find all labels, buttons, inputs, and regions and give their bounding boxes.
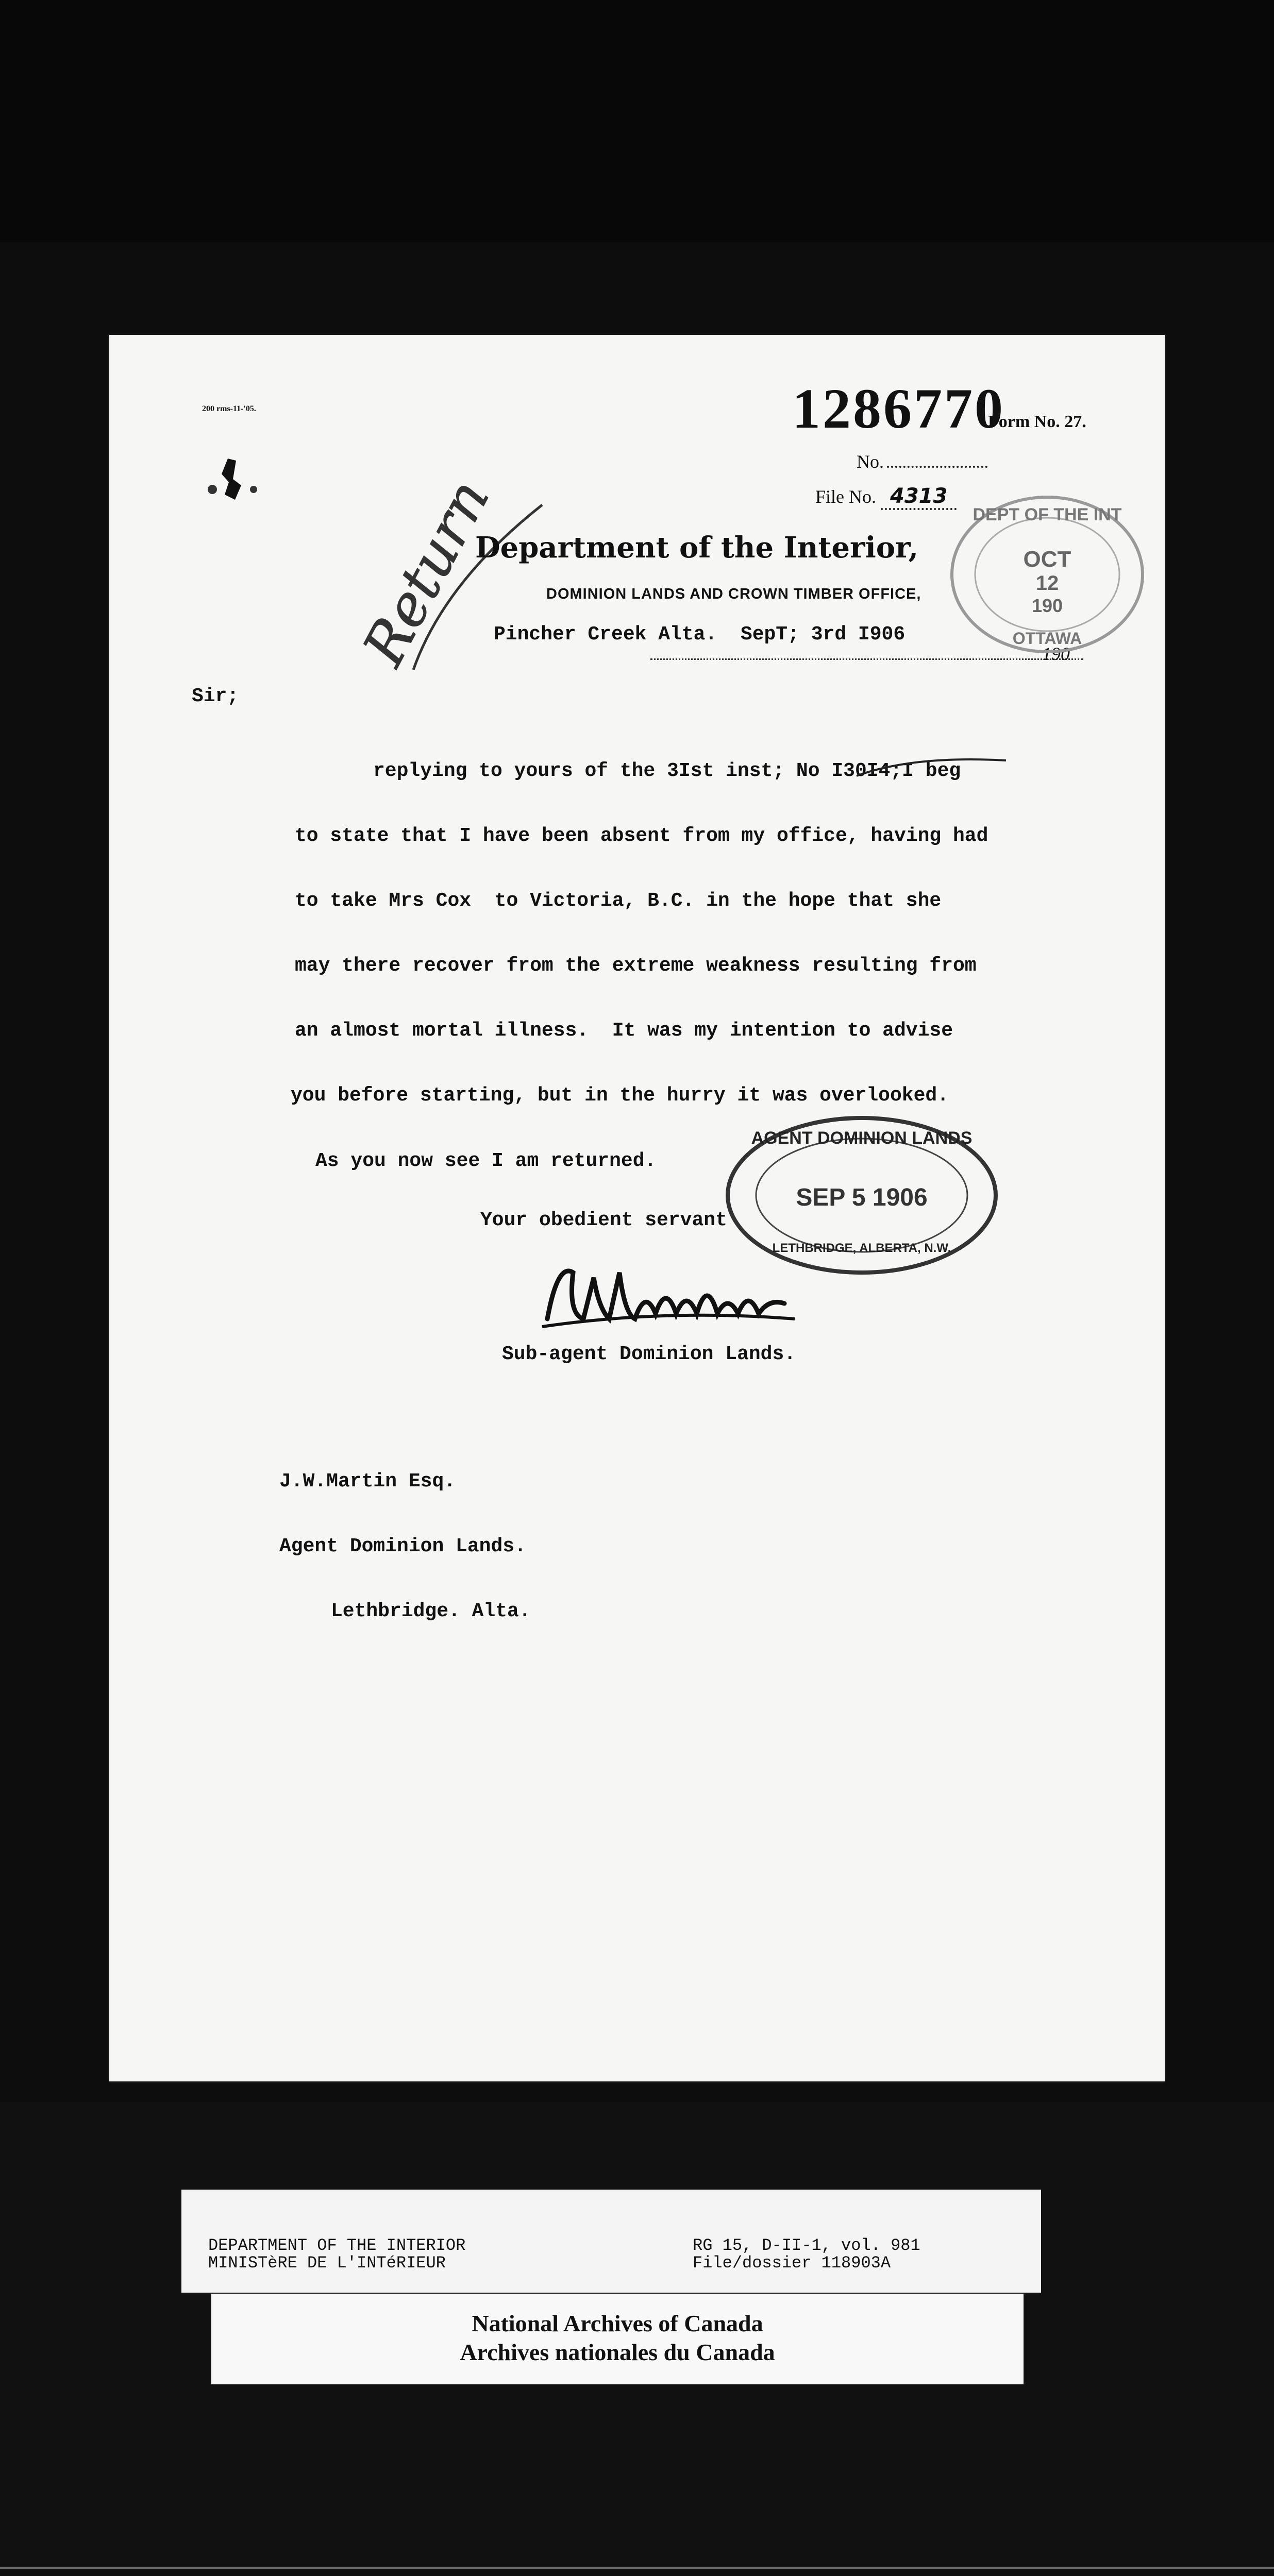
- body-line-7: As you now see I am returned.: [315, 1150, 657, 1172]
- no-field: [857, 451, 987, 472]
- archive-reference-label: [181, 2190, 1041, 2293]
- dept-stamp-year: 190: [1031, 595, 1063, 616]
- letter-page: [109, 335, 1165, 2081]
- archive-dept-fr: MINISTèRE DE L'INTéRIEUR: [208, 2253, 446, 2273]
- file-number-handwritten: 4313: [881, 484, 957, 510]
- place-and-date: [494, 623, 905, 646]
- office-name: DOMINION LANDS AND CROWN TIMBER OFFICE,: [546, 586, 921, 602]
- body-line-4: may there recover from the extreme weakness resulting from: [295, 955, 977, 977]
- scan-background-top: [0, 0, 1274, 242]
- archive-ref-block: [693, 2237, 920, 2272]
- place: Pincher Creek Alta.: [494, 623, 717, 646]
- date: SepT; 3rd I906: [740, 623, 906, 646]
- archive-name-label: [211, 2294, 1024, 2384]
- dept-stamp-top: DEPT OF THE INT: [973, 505, 1122, 524]
- department-title: Department of the Interior,: [475, 531, 919, 565]
- reference-underline-handwritten: [851, 750, 1011, 781]
- department-received-stamp: [944, 489, 1150, 659]
- signature: [537, 1242, 805, 1345]
- return-handwritten-text: Return: [350, 469, 502, 676]
- archive-dept-block: [208, 2237, 465, 2272]
- agent-stamp-top: AGENT DOMINION LANDS: [751, 1128, 973, 1148]
- body-line-2: to state that I have been absent from my office, having had: [295, 825, 988, 847]
- dept-stamp-middle: OCT: [1023, 547, 1071, 572]
- addressee-location: Lethbridge. Alta.: [331, 1600, 531, 1622]
- dept-stamp-day: 12: [1035, 572, 1059, 595]
- salutation: Sir;: [192, 685, 239, 707]
- addressee-name: J.W.Martin Esq.: [279, 1470, 456, 1493]
- dept-stamp-bottom: OTTAWA: [1012, 629, 1082, 648]
- archive-ref: RG 15, D-II-1, vol. 981: [693, 2236, 920, 2255]
- form-label: Form No. 27.: [988, 412, 1086, 431]
- print-code: 200 rms-11-'05.: [202, 404, 256, 413]
- scan-bottom-rule: [0, 2567, 1274, 2569]
- archives-name-en: National Archives of Canada: [472, 2310, 763, 2336]
- addressee-title: Agent Dominion Lands.: [279, 1535, 526, 1557]
- no-blank: [887, 466, 987, 468]
- signer-title: Sub-agent Dominion Lands.: [502, 1343, 796, 1365]
- body-line-1: replying to yours of the 3Ist inst; No I30I4;I beg: [373, 760, 961, 782]
- ink-blot-mark: [192, 438, 274, 520]
- year-suffix: 190: [1042, 643, 1070, 664]
- agent-stamp-bottom: LETHBRIDGE, ALBERTA, N.W.: [772, 1241, 951, 1255]
- file-label: File No.: [815, 486, 877, 507]
- agent-stamp-date: SEP 5 1906: [796, 1184, 928, 1211]
- closing: Your obedient servant: [480, 1209, 727, 1231]
- form-number-stamp: 1286770: [792, 377, 1005, 440]
- body-line-6: you before starting, but in the hurry it was overlooked.: [291, 1084, 949, 1107]
- body-line-5: an almost mortal illness. It was my intention to advise: [295, 1020, 953, 1042]
- body-line-3: to take Mrs Cox to Victoria, B.C. in the hope that she: [295, 890, 942, 912]
- file-field: [815, 484, 957, 508]
- archive-dept-en: DEPARTMENT OF THE INTERIOR: [208, 2236, 466, 2255]
- no-label: No.: [857, 451, 884, 472]
- archive-file: File/dossier 118903A: [693, 2253, 891, 2273]
- archives-name-fr: Archives nationales du Canada: [460, 2339, 775, 2365]
